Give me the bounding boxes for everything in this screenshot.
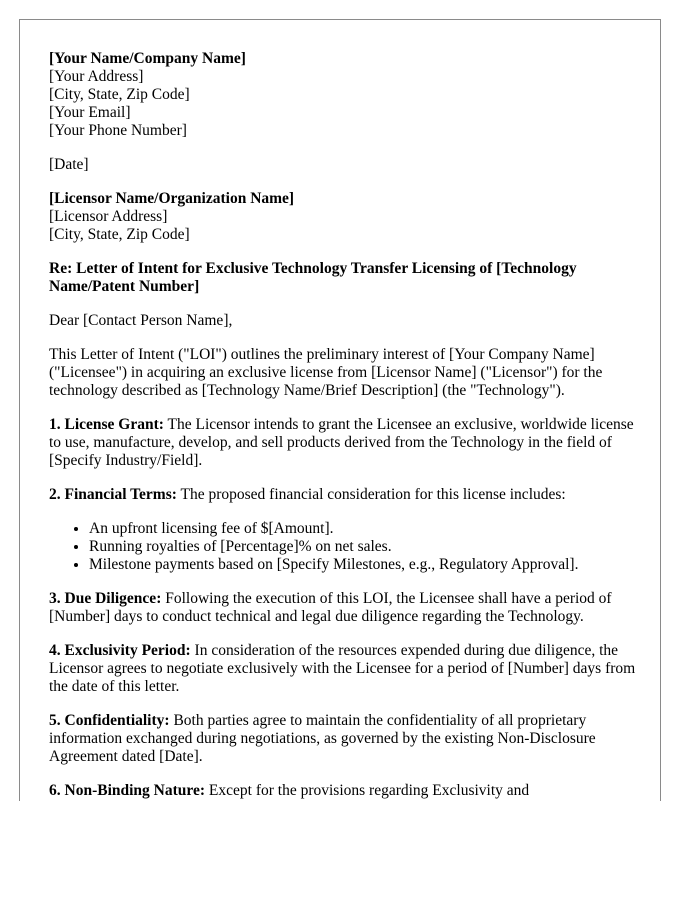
term-text: In consideration of the resources expended during due diligence, the Licensor agrees to negotiate exclusively with the Licensee for a period of [Number] days from the date of this letter. [49, 642, 636, 695]
recipient-address: [Licensor Address] [49, 208, 168, 225]
date-block [49, 156, 639, 174]
term-due-diligence [49, 590, 639, 626]
list-item: • Running royalties of [Percentage]% on net sales. [89, 538, 639, 556]
sender-name: [Your Name/Company Name] [49, 50, 246, 67]
term-text: Except for the provisions regarding Exclusivity and [205, 782, 530, 799]
term-text: Both parties agree to maintain the confidentiality of all proprietary information exchanged during negotiations, as governed by the existing Non-Disclosure Agreement dated [Date]. [49, 712, 596, 765]
term-text: The Licensor intends to grant the Licensee an exclusive, worldwide license to use, manufacture, develop, and sell products derived from the Technology in the field of [Specify Industry/Field]. [49, 416, 634, 469]
recipient-name: [Licensor Name/Organization Name] [49, 190, 295, 207]
sender-address: [Your Address] [49, 68, 144, 85]
sender-block [49, 50, 639, 140]
letter-content [49, 50, 639, 801]
term-text: The proposed financial consideration for this license includes: [176, 486, 566, 503]
sender-email: [Your Email] [49, 104, 131, 121]
sender-phone: [Your Phone Number] [49, 122, 187, 139]
term-label: 5. Confidentiality: [49, 712, 170, 729]
letter-date: [Date] [49, 156, 89, 173]
term-financial-terms [49, 486, 639, 504]
recipient-block [49, 190, 639, 244]
term-label: 1. License Grant: [49, 416, 164, 433]
sender-city: [City, State, Zip Code] [49, 86, 190, 103]
term-license-grant [49, 416, 639, 470]
recipient-city: [City, State, Zip Code] [49, 226, 190, 243]
intro-paragraph: This Letter of Intent ("LOI") outlines the preliminary interest of [Your Company Name] ("Licensee") in acquiring an exclusive license from [Licensor Name] ("Licensor") for the technology described as [Technology Name/Brief Description] (the "Technology"). [49, 346, 603, 399]
term-exclusivity-period [49, 642, 639, 696]
term-label: 3. Due Diligence: [49, 590, 162, 607]
list-item: • Milestone payments based on [Specify Milestones, e.g., Regulatory Approval]. [89, 556, 639, 574]
term-text: Following the execution of this LOI, the Licensee shall have a period of [Number] days to conduct technical and legal due diligence regarding the Technology. [49, 590, 612, 625]
term-label: 6. Non-Binding Nature: [49, 782, 206, 799]
term-label: 4. Exclusivity Period: [49, 642, 191, 659]
financial-terms-list [49, 520, 639, 574]
term-non-binding [49, 782, 639, 800]
list-item: • An upfront licensing fee of $[Amount]. [89, 520, 639, 538]
salutation: Dear [Contact Person Name], [49, 312, 233, 329]
term-label: 2. Financial Terms: [49, 486, 177, 503]
subject-line: Re: Letter of Intent for Exclusive Technology Transfer Licensing of [Technology Name/Patent Number] [49, 260, 577, 295]
term-confidentiality [49, 712, 639, 766]
letter-page [19, 19, 661, 801]
